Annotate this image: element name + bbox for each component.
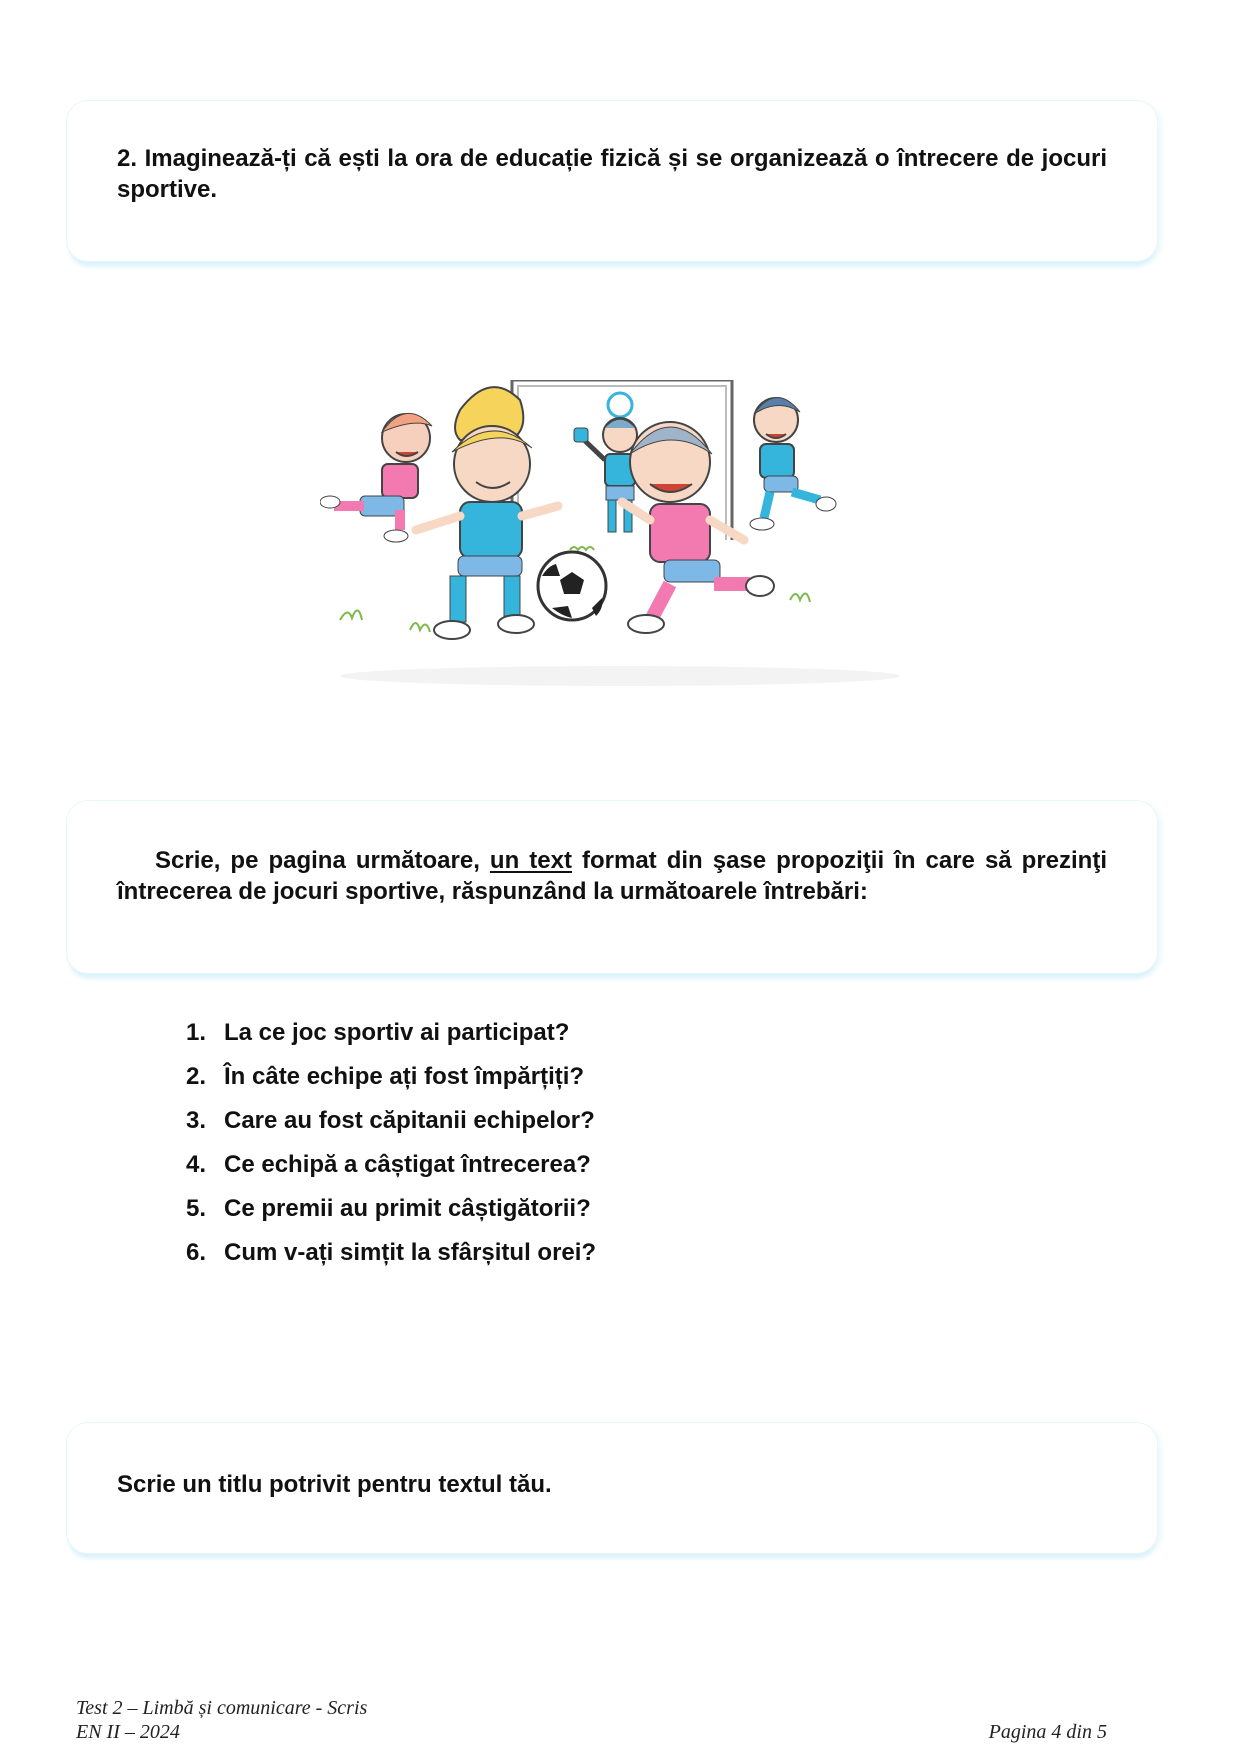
question-number: 1. [186,1019,207,1046]
instruction-text [117,845,1107,907]
question-number: 5. [186,1195,207,1222]
question-number: 4. [186,1151,207,1178]
task-intro-box [66,100,1158,262]
footer-test-info [76,1696,367,1744]
question-number: 6. [186,1239,207,1266]
list-item [186,1018,596,1062]
footer-page-number: Pagina 4 din 5 [988,1721,1107,1743]
player-left-pink [320,413,432,542]
title-task-text: Scrie un titlu potrivit pentru textul tău. [117,1471,552,1498]
player-boy-pink [622,422,774,633]
list-item [186,1150,596,1194]
question-number: 3. [186,1107,207,1134]
soccer-ball-icon [538,552,606,620]
question-number: 2. [186,1063,207,1090]
footer-exam-year: EN II – 2024 [76,1721,180,1743]
question-text: Ce premii au primit câștigătorii? [224,1195,591,1222]
thrown-ball-icon [608,393,632,417]
footer-test-name: Test 2 – Limbă și comunicare - Scris [76,1697,368,1719]
question-text: La ce joc sportiv ai participat? [224,1019,570,1046]
question-text: Care au fost căpitanii echipelor? [224,1107,595,1134]
children-playing-football-illustration [320,380,920,710]
list-item [186,1062,596,1106]
list-item [186,1194,596,1238]
task-intro-text: 2. Imaginează-ți că ești la ora de educație fizică și se organizează o întrecere de jocuri sportive. [117,145,1107,203]
player-right-blue [750,397,836,530]
instruction-underlined-text: un text [489,847,572,874]
question-text: Cum v-ați simțit la sfârșitul orei? [224,1239,597,1266]
list-item [186,1106,596,1150]
list-item [186,1238,596,1282]
title-task-box [66,1422,1158,1554]
player-girl-blonde [416,387,558,639]
question-list [186,1018,596,1282]
instruction-box [66,800,1158,974]
instruction-text-end: format din şase propoziţii în care să prezinţi întrecerea de jocuri sportive, răspunzând la următoarele întrebări: [117,847,1108,905]
instruction-text-start: Scrie, pe pagina următoare, [155,847,490,874]
question-text: Ce echipă a câștigat întrecerea? [224,1151,591,1178]
question-text: În câte echipe ați fost împărțiți? [224,1063,585,1090]
